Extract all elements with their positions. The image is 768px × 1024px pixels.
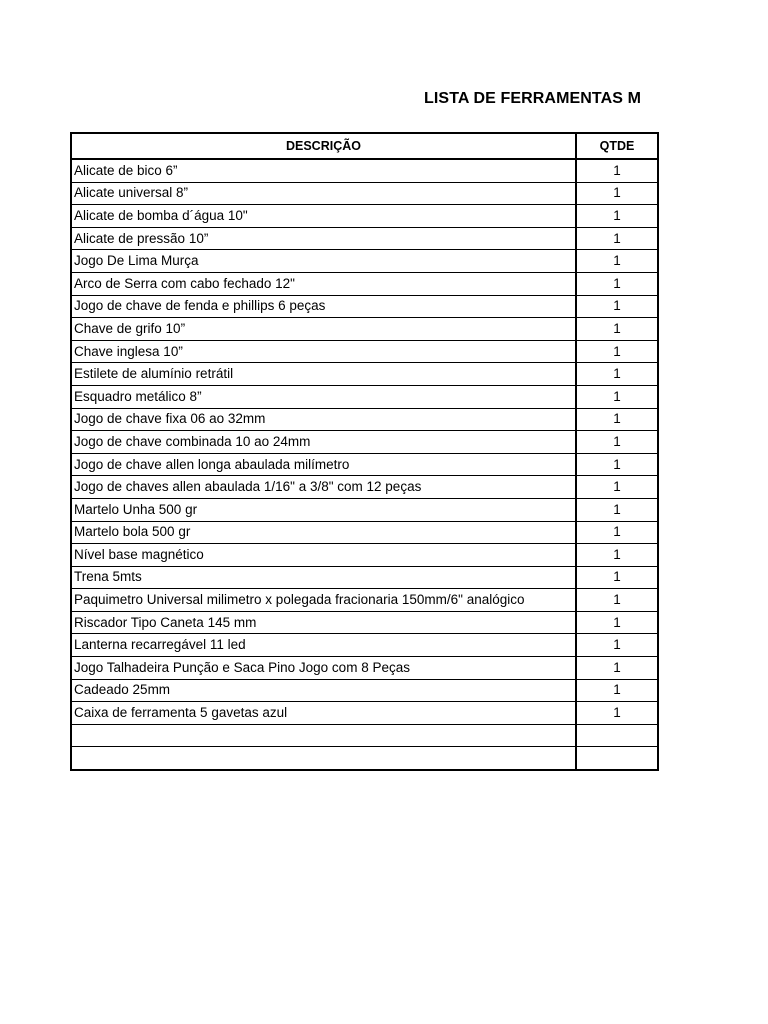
cell-description[interactable]: Jogo de chaves allen abaulada 1/16" a 3/8" com 12 peças: [71, 476, 576, 499]
table-row: [71, 476, 658, 499]
cell-quantity[interactable]: 1: [576, 453, 658, 476]
cell-description[interactable]: [71, 724, 576, 747]
table-row: [71, 227, 658, 250]
cell-quantity[interactable]: 1: [576, 431, 658, 454]
cell-quantity[interactable]: 1: [576, 476, 658, 499]
cell-quantity[interactable]: 1: [576, 159, 658, 182]
cell-description[interactable]: Paquimetro Universal milimetro x polegada fracionaria 150mm/6" analógico: [71, 589, 576, 612]
table-row: [71, 272, 658, 295]
cell-description[interactable]: Cadeado 25mm: [71, 679, 576, 702]
cell-quantity[interactable]: 1: [576, 272, 658, 295]
table-row: [71, 363, 658, 386]
table-row: [71, 566, 658, 589]
cell-quantity[interactable]: 1: [576, 634, 658, 657]
cell-description[interactable]: Jogo de chave de fenda e phillips 6 peças: [71, 295, 576, 318]
cell-description[interactable]: Jogo de chave allen longa abaulada milímetro: [71, 453, 576, 476]
cell-quantity[interactable]: 1: [576, 250, 658, 273]
cell-description[interactable]: Nível base magnético: [71, 544, 576, 567]
cell-description[interactable]: Alicate de bico 6”: [71, 159, 576, 182]
table-header-row: [71, 133, 658, 159]
cell-quantity[interactable]: 1: [576, 589, 658, 612]
table-row: [71, 205, 658, 228]
table-row: [71, 521, 658, 544]
cell-description[interactable]: Caixa de ferramenta 5 gavetas azul: [71, 702, 576, 725]
column-header-description: DESCRIÇÃO: [71, 133, 576, 159]
table-body: [71, 159, 658, 770]
cell-description[interactable]: Jogo de chave combinada 10 ao 24mm: [71, 431, 576, 454]
cell-quantity[interactable]: 1: [576, 544, 658, 567]
table-row: [71, 431, 658, 454]
tools-table: [70, 132, 659, 771]
cell-quantity[interactable]: 1: [576, 182, 658, 205]
table-row: [71, 724, 658, 747]
cell-description[interactable]: Martelo Unha 500 gr: [71, 498, 576, 521]
cell-quantity[interactable]: 1: [576, 340, 658, 363]
cell-quantity[interactable]: [576, 747, 658, 770]
cell-description[interactable]: Chave de grifo 10”: [71, 318, 576, 341]
table-row: [71, 544, 658, 567]
cell-description[interactable]: Estilete de alumínio retrátil: [71, 363, 576, 386]
table-row: [71, 159, 658, 182]
cell-description[interactable]: Riscador Tipo Caneta 145 mm: [71, 611, 576, 634]
table-row: [71, 385, 658, 408]
cell-description[interactable]: Trena 5mts: [71, 566, 576, 589]
cell-description[interactable]: Martelo bola 500 gr: [71, 521, 576, 544]
table-row: [71, 679, 658, 702]
cell-quantity[interactable]: 1: [576, 227, 658, 250]
table-row: [71, 634, 658, 657]
table-row: [71, 611, 658, 634]
table-row: [71, 340, 658, 363]
table-row: [71, 589, 658, 612]
cell-quantity[interactable]: 1: [576, 657, 658, 680]
table-row: [71, 702, 658, 725]
table-row: [71, 408, 658, 431]
cell-description[interactable]: Chave inglesa 10”: [71, 340, 576, 363]
cell-description[interactable]: Alicate de pressão 10”: [71, 227, 576, 250]
table-row: [71, 498, 658, 521]
cell-quantity[interactable]: 1: [576, 611, 658, 634]
cell-quantity[interactable]: 1: [576, 521, 658, 544]
cell-quantity[interactable]: 1: [576, 318, 658, 341]
cell-quantity[interactable]: 1: [576, 679, 658, 702]
page-title: LISTA DE FERRAMENTAS M: [424, 90, 642, 107]
cell-description[interactable]: [71, 747, 576, 770]
cell-quantity[interactable]: [576, 724, 658, 747]
cell-description[interactable]: Esquadro metálico 8”: [71, 385, 576, 408]
cell-quantity[interactable]: 1: [576, 385, 658, 408]
title-container: [0, 88, 659, 116]
table-row: [71, 318, 658, 341]
cell-quantity[interactable]: 1: [576, 205, 658, 228]
cell-description[interactable]: Alicate de bomba d´água 10": [71, 205, 576, 228]
table-row: [71, 453, 658, 476]
table-row: [71, 182, 658, 205]
cell-description[interactable]: Jogo Talhadeira Punção e Saca Pino Jogo com 8 Peças: [71, 657, 576, 680]
cell-quantity[interactable]: 1: [576, 566, 658, 589]
cell-quantity[interactable]: 1: [576, 363, 658, 386]
cell-description[interactable]: Jogo de chave fixa 06 ao 32mm: [71, 408, 576, 431]
cell-description[interactable]: Alicate universal 8”: [71, 182, 576, 205]
table-row: [71, 747, 658, 770]
cell-quantity[interactable]: 1: [576, 498, 658, 521]
cell-quantity[interactable]: 1: [576, 408, 658, 431]
column-header-quantity: QTDE: [576, 133, 658, 159]
cell-description[interactable]: Lanterna recarregável 11 led: [71, 634, 576, 657]
cell-quantity[interactable]: 1: [576, 702, 658, 725]
table-row: [71, 295, 658, 318]
cell-description[interactable]: Arco de Serra com cabo fechado 12": [71, 272, 576, 295]
cell-quantity[interactable]: 1: [576, 295, 658, 318]
table-row: [71, 250, 658, 273]
table-row: [71, 657, 658, 680]
cell-description[interactable]: Jogo De Lima Murça: [71, 250, 576, 273]
